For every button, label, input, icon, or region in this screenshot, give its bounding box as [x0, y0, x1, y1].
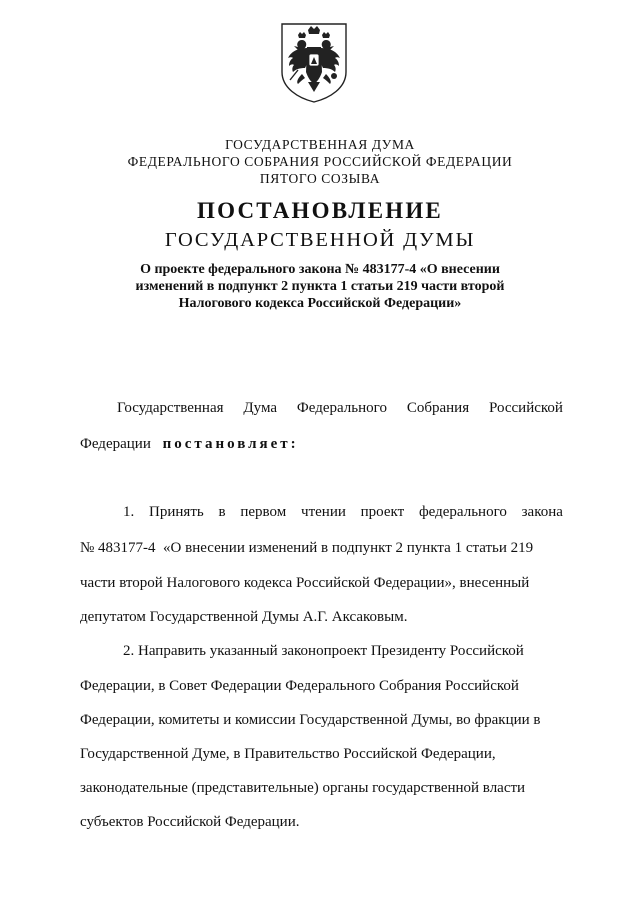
preamble-text: Федерации — [80, 436, 151, 452]
double-headed-eagle-icon — [278, 22, 350, 104]
item-2-line-5: законодательные (представительные) органы государственной власти — [80, 780, 526, 796]
item-1-word: Принять — [149, 504, 204, 520]
preamble-line-1 — [117, 400, 563, 417]
item-1-line-3: части второй Налогового кодекса Российской Федерации», внесенный — [80, 575, 530, 591]
preamble-emphasis: постановляет: — [162, 436, 299, 452]
header-line-2: ФЕДЕРАЛЬНОГО СОБРАНИЯ РОССИЙСКОЙ ФЕДЕРАЦИИ — [127, 154, 513, 169]
item-1-word: закона — [521, 504, 563, 520]
item-2-line-2: Федерации, в Совет Федерации Федерального Собрания Российской — [80, 678, 519, 694]
preamble-word: Дума — [243, 400, 278, 416]
item-2-line-6: субъектов Российской Федерации. — [80, 814, 300, 830]
item-1-line-4: депутатом Государственной Думы А.Г. Аксаковым. — [80, 609, 408, 625]
preamble-word: Собрания — [406, 400, 470, 416]
preamble-line-2 — [80, 436, 299, 453]
item-2-line-3: Федерации, комитеты и комиссии Государственной Думы, во фракции в — [80, 712, 541, 728]
item-1-word: первом — [240, 504, 287, 520]
item-1-word: 1. — [123, 504, 135, 520]
subject-line-3: Налогового кодекса Российской Федерации» — [178, 296, 462, 311]
subject-line-2: изменений в подпункт 2 пункта 1 статьи 219 части второй — [135, 279, 505, 294]
subject-line-1: О проекте федерального закона № 483177-4 «О внесении — [140, 262, 500, 277]
header-line-1: ГОСУДАРСТВЕННАЯ ДУМА — [225, 137, 415, 152]
item-1-word: проект — [360, 504, 405, 520]
preamble-word: Государственная — [117, 400, 224, 416]
coat-of-arms-emblem — [278, 22, 350, 104]
item-1-word: в — [218, 504, 226, 520]
header-line-3: ПЯТОГО СОЗЫВА — [259, 171, 381, 186]
document-issuer: ГОСУДАРСТВЕННОЙ ДУМЫ — [164, 229, 476, 251]
document-type-title: ПОСТАНОВЛЕНИЕ — [197, 198, 443, 223]
item-2-line-1: 2. Направить указанный законопроект Президенту Российской — [123, 643, 524, 659]
item-1-line-1 — [123, 504, 563, 521]
item-1-word: федерального — [418, 504, 507, 520]
preamble-word: Федерального — [296, 400, 387, 416]
item-2-line-4: Государственной Думе, в Правительство Российской Федерации, — [80, 746, 496, 762]
item-1-word: чтении — [301, 504, 346, 520]
preamble-word: Российской — [489, 400, 563, 416]
item-1-line-2: № 483177-4 «О внесении изменений в подпункт 2 пункта 1 статьи 219 — [80, 540, 534, 556]
